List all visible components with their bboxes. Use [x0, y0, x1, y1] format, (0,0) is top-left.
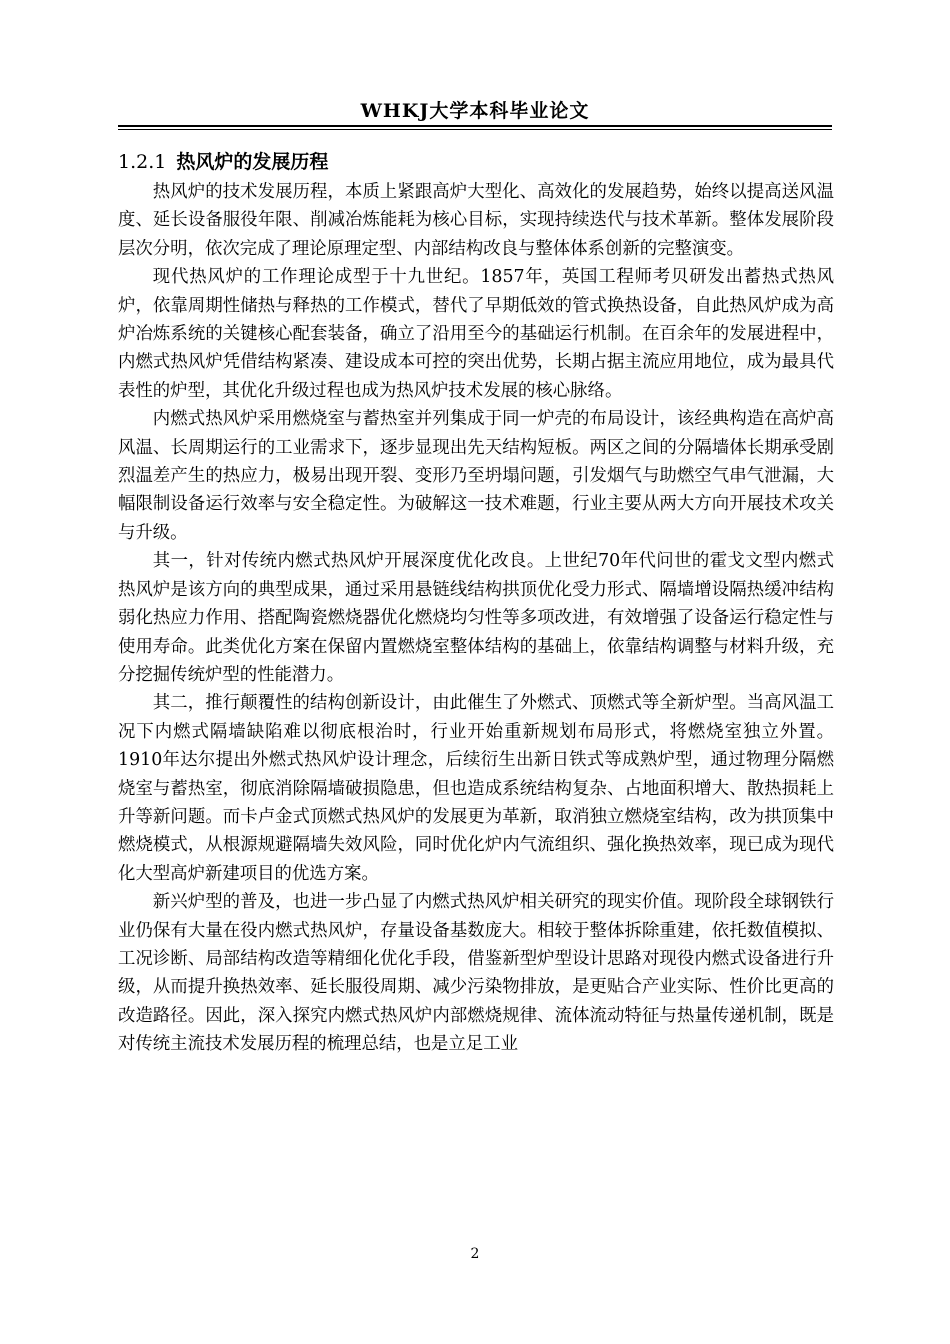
body-text	[118, 178, 834, 1059]
section-number: 1.2.1	[118, 151, 167, 173]
header-rule-thin	[118, 129, 832, 130]
paragraph-2: 现代热风炉的工作理论成型于十九世纪。1857年，英国工程师考贝研发出蓄热式热风炉，依靠周期性储热与释热的工作模式，替代了早期低效的管式换热设备，自此热风炉成为高炉冶炼系统的关键核心配套装备，确立了沿用至今的基础运行机制。在百余年的发展进程中，内燃式热风炉凭借结构紧凑、建设成本可控的突出优势，长期占据主流应用地位，成为最具代表性的炉型，其优化升级过程也成为热风炉技术发展的核心脉络。	[118, 267, 834, 401]
header-rule-thick	[118, 125, 832, 127]
paragraph-5: 其二，推行颠覆性的结构创新设计，由此催生了外燃式、顶燃式等全新炉型。当高风温工况下内燃式隔墙缺陷难以彻底根治时，行业开始重新规划布局形式，将燃烧室独立外置。1910年达尔提出外燃式热风炉设计理念，后续衍生出新日铁式等成熟炉型，通过物理分隔燃烧室与蓄热室，彻底消除隔墙破损隐患，但也造成系统结构复杂、占地面积增大、散热损耗上升等新问题。而卡卢金式顶燃式热风炉的发展更为革新，取消独立燃烧室结构，改为拱顶集中燃烧模式，从根源规避隔墙失效风险，同时优化炉内气流组织、强化换热效率，现已成为现代化大型高炉新建项目的优选方案。	[118, 693, 834, 884]
paragraph-1: 热风炉的技术发展历程，本质上紧跟高炉大型化、高效化的发展趋势，始终以提高送风温度、延长设备服役年限、削减冶炼能耗为核心目标，实现持续迭代与技术革新。整体发展阶段层次分明，依次完成了理论原理定型、内部结构改良与整体体系创新的完整演变。	[118, 182, 834, 259]
page-number: 2	[470, 1246, 480, 1262]
section-title-text: 热风炉的发展历程	[176, 151, 329, 173]
running-header: WHKJ大学本科毕业论文	[360, 100, 590, 122]
section-heading	[118, 147, 328, 174]
paragraph-6: 新兴炉型的普及，也进一步凸显了内燃式热风炉相关研究的现实价值。现阶段全球钢铁行业仍保有大量在役内燃式热风炉，存量设备基数庞大。相较于整体拆除重建，依托数值模拟、工况诊断、局部结构改造等精细化优化手段，借鉴新型炉型设计思路对现役内燃式设备进行升级，从而提升换热效率、延长服役周期、减少污染物排放，是更贴合产业实际、性价比更高的改造路径。因此，深入探究内燃式热风炉内部燃烧规律、流体流动特征与热量传递机制，既是对传统主流技术发展历程的梳理总结，也是立足工业	[118, 892, 834, 1055]
paragraph-4: 其一，针对传统内燃式热风炉开展深度优化改良。上世纪70年代问世的霍戈文型内燃式热风炉是该方向的典型成果，通过采用悬链线结构拱顶优化受力形式、隔墙增设隔热缓冲结构弱化热应力作用、搭配陶瓷燃烧器优化燃烧均匀性等多项改进，有效增强了设备运行稳定性与使用寿命。此类优化方案在保留内置燃烧室整体结构的基础上，依靠结构调整与材料升级，充分挖掘传统炉型的性能潜力。	[118, 551, 834, 685]
paragraph-3: 内燃式热风炉采用燃烧室与蓄热室并列集成于同一炉壳的布局设计，该经典构造在高炉高风温、长周期运行的工业需求下，逐步显现出先天结构短板。两区之间的分隔墙体长期承受剧烈温差产生的热应力，极易出现开裂、变形乃至坍塌问题，引发烟气与助燃空气串气泄漏，大幅限制设备运行效率与安全稳定性。为破解这一技术难题，行业主要从两大方向开展技术攻关与升级。	[118, 409, 834, 543]
